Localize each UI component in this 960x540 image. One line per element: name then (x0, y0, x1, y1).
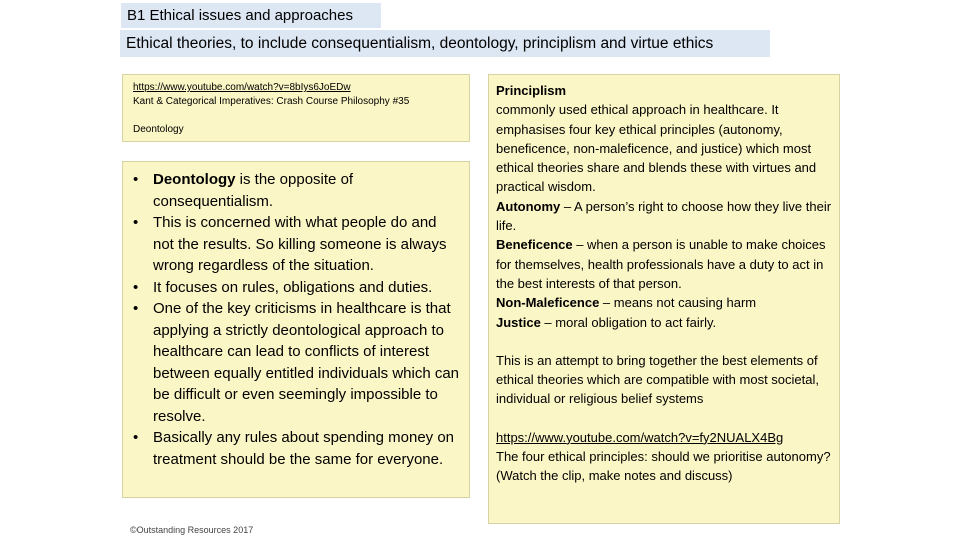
list-item: • Basically any rules about spending money on treatment should be the same for everyone. (131, 427, 461, 470)
section-title: B1 Ethical issues and approaches (121, 3, 381, 28)
video-link-box (122, 74, 470, 142)
video-link-principles[interactable]: https://www.youtube.com/watch?v=fy2NUALX4Bg (496, 429, 784, 445)
principle-term: Justice (496, 314, 541, 330)
principle-justice (496, 313, 833, 332)
principle-definition: – A person’s right to choose how they live their life. (496, 198, 832, 234)
list-item (131, 169, 461, 212)
video-topic: Deontology (133, 124, 184, 135)
list-item: • One of the key criticisms in healthcare is that applying a strictly deontological approach to healthcare can lead to conflicts of interest between equally entitled individuals which can be difficult or even seemingly impossible to resolve. (131, 298, 461, 427)
principle-term: Beneficence (496, 237, 573, 253)
video-title: The four ethical principles: should we prioritise autonomy? (496, 449, 831, 465)
principle-autonomy (496, 197, 833, 236)
task-instruction: (Watch the clip, make notes and discuss) (496, 468, 733, 484)
principle-definition: – when a person is unable to make choices for themselves, health professionals have a duty to act in the best interests of that person. (496, 237, 826, 291)
principle-definition: – moral obligation to act fairly. (540, 314, 717, 330)
principlism-heading: Principlism (496, 83, 567, 98)
deontology-box (122, 161, 470, 498)
principlism-intro: commonly used ethical approach in healthcare. It emphasises four key ethical principles (autonomy, beneficence, non-maleficence, and justice) which most ethical theories share and blends these with virtues and practical wisdom. (496, 102, 817, 195)
principle-definition: – means not causing harm (599, 295, 757, 311)
list-item-text: is the opposite of consequentialism. (153, 171, 354, 210)
copyright-notice: ©Outstanding Resources 2017 (130, 525, 254, 535)
list-item: • This is concerned with what people do and not the results. So killing someone is always wrong regardless of the situation. (131, 212, 461, 277)
deontology-term: Deontology (153, 171, 236, 188)
deontology-bullet-list (131, 169, 461, 470)
section-subtitle: Ethical theories, to include consequentialism, deontology, principlism and virtue ethics (120, 30, 770, 57)
list-item: • It focuses on rules, obligations and duties. (131, 277, 461, 299)
principlism-summary: This is an attempt to bring together the best elements of ethical theories which are compatible with most societal, individual or religious belief systems (496, 352, 819, 407)
principle-term: Non-Maleficence (496, 295, 600, 311)
principle-term: Autonomy (496, 198, 561, 214)
principle-non-maleficence (496, 293, 833, 312)
principlism-box (488, 74, 840, 524)
principle-beneficence (496, 235, 833, 293)
video-link-deontology[interactable]: https://www.youtube.com/watch?v=8bIys6JoEDw (133, 82, 351, 93)
video-title: Kant & Categorical Imperatives: Crash Course Philosophy #35 (133, 96, 410, 107)
